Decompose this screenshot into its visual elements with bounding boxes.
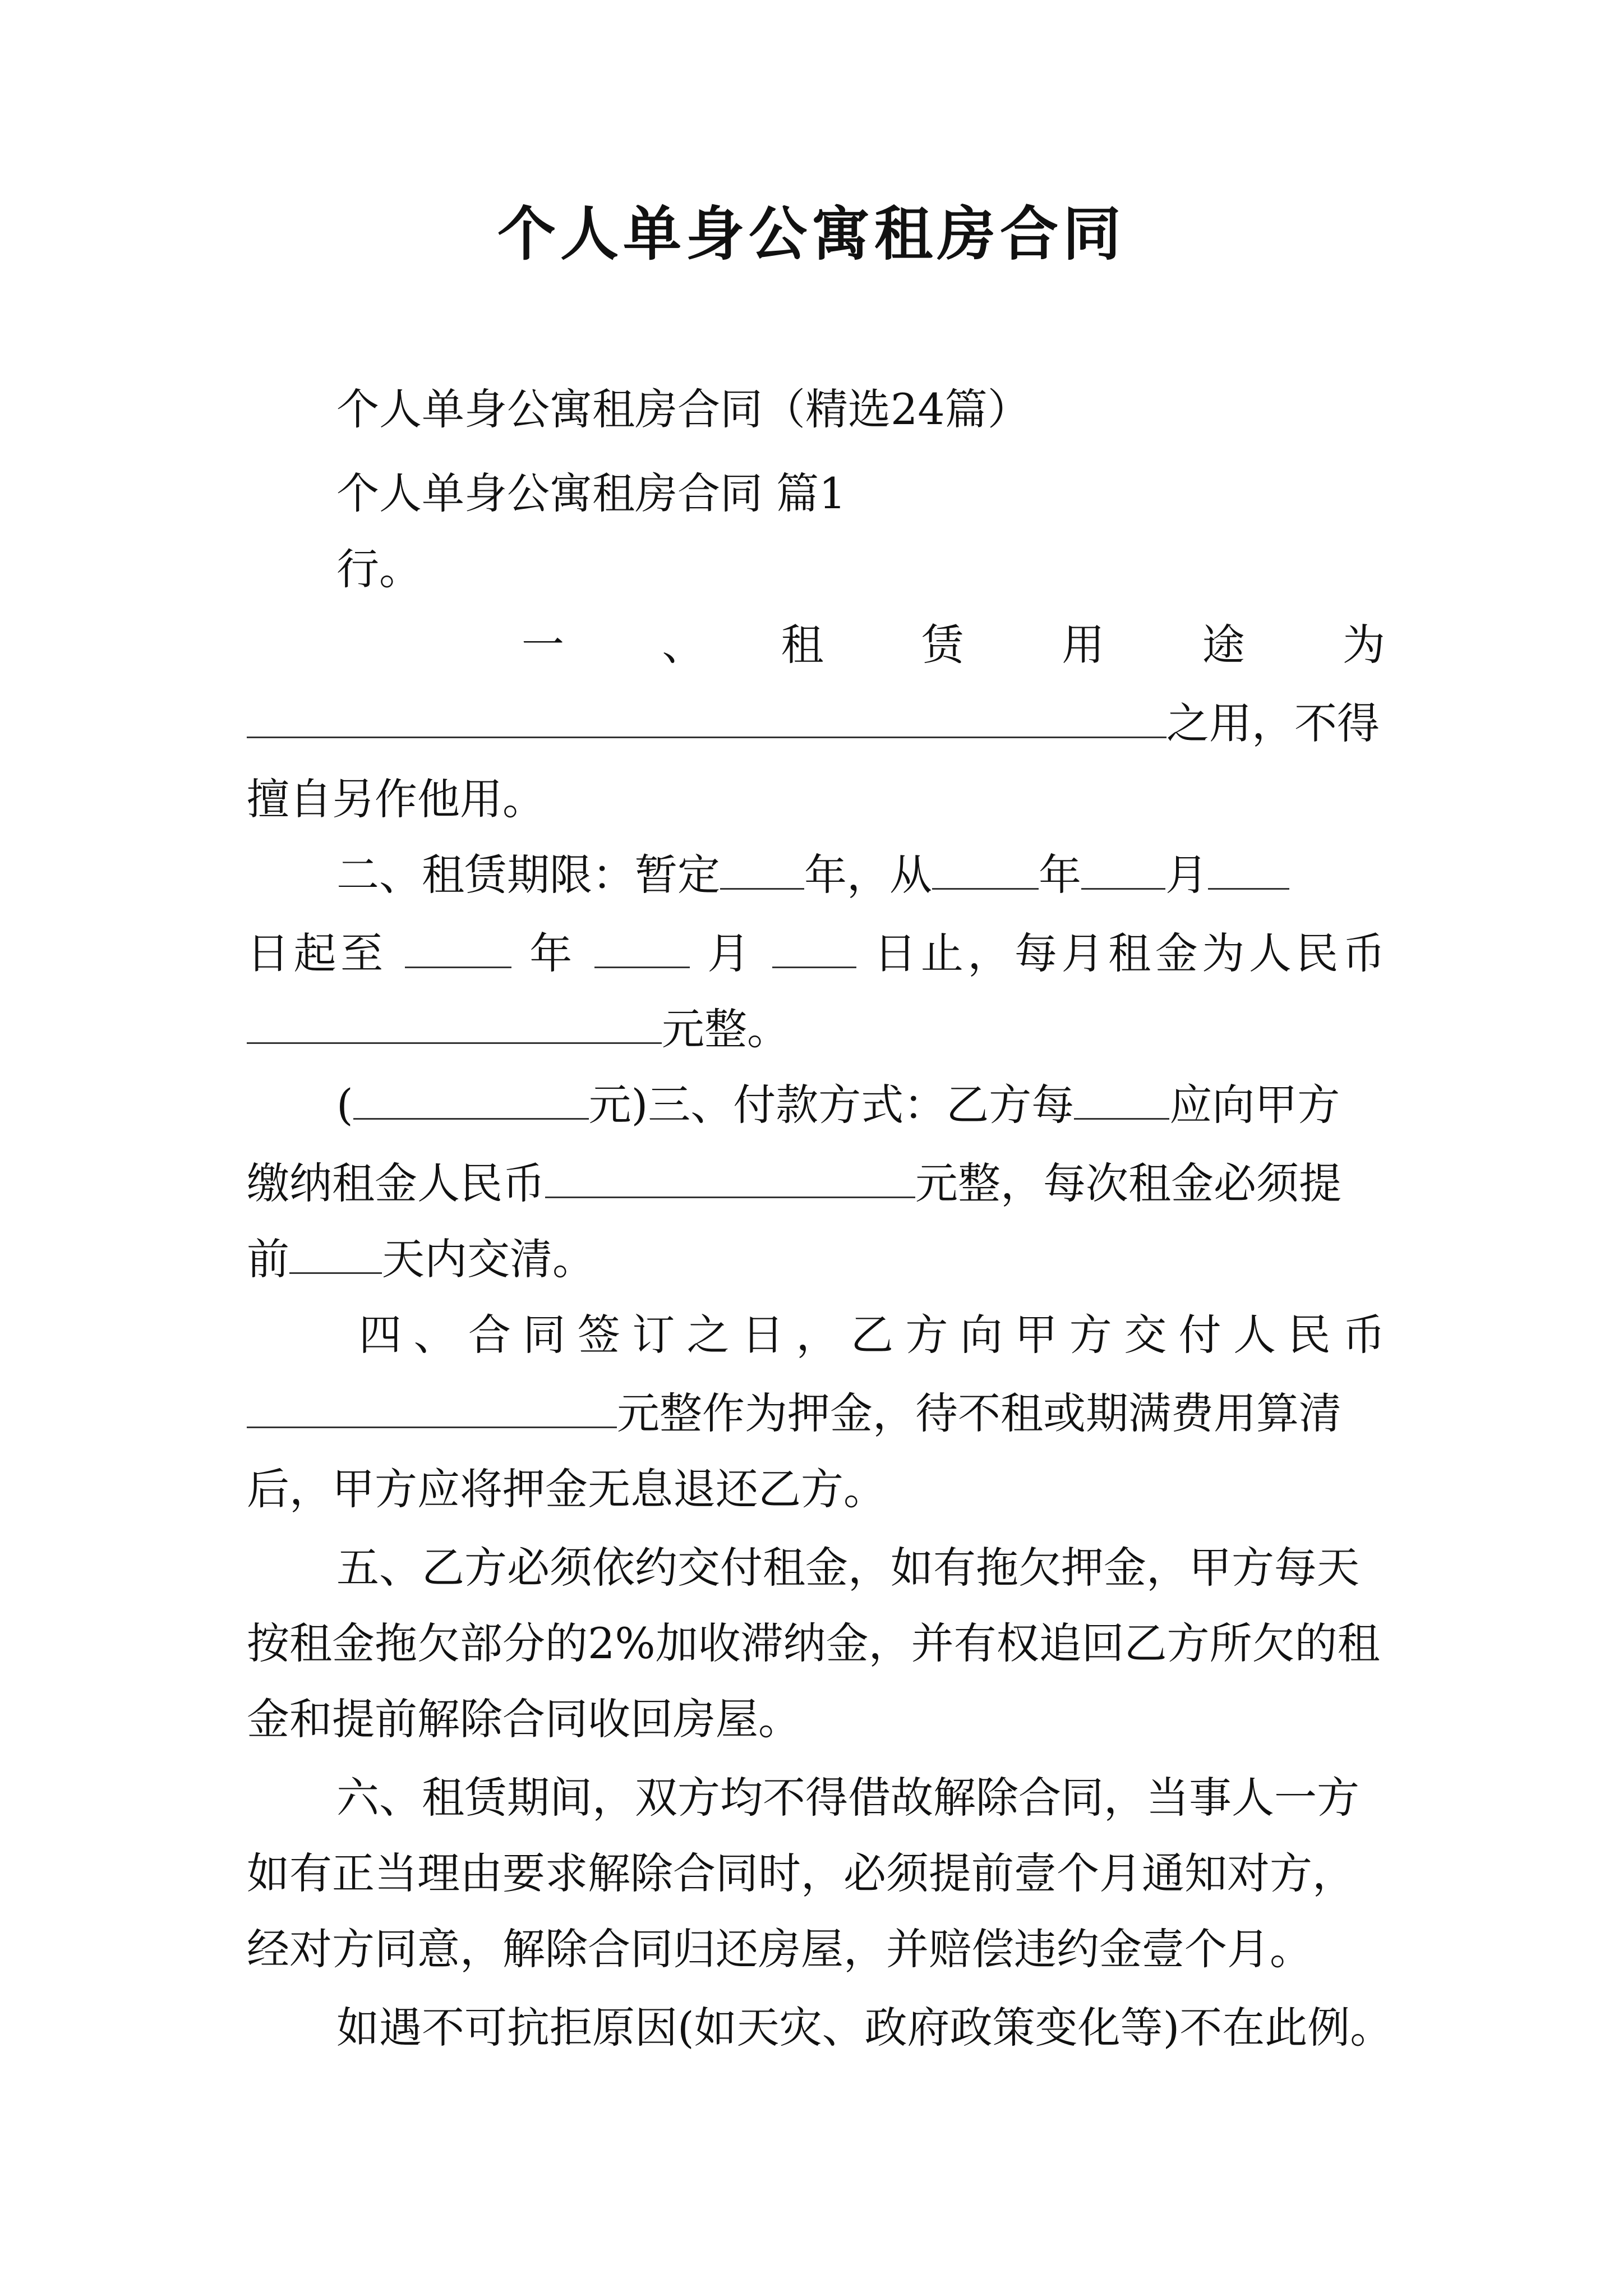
fill-blank	[932, 851, 1039, 890]
clause2-text: 年	[529, 928, 577, 978]
clause3-text: (	[336, 1080, 353, 1130]
clause2-line1	[336, 847, 1289, 903]
fill-blank	[545, 1159, 915, 1198]
clause2-text: 日止，每月租金为人民币	[874, 928, 1385, 978]
clause3-text: 应向甲方	[1169, 1080, 1340, 1130]
fill-blank	[247, 700, 1166, 738]
clause2-line3	[247, 1001, 790, 1057]
clause2-text: 日起至	[247, 928, 388, 978]
section-heading: 个人单身公寓租房合同 篇1	[336, 468, 846, 518]
text-fragment: 行。	[336, 544, 422, 594]
clause2-line2	[247, 926, 1385, 982]
fill-blank	[772, 930, 856, 968]
clause6-line1: 六、租赁期间，双方均不得借故解除合同，当事人一方	[336, 1773, 1359, 1823]
fill-blank	[289, 1235, 382, 1274]
clause2-text: 年，从	[804, 850, 932, 900]
clause4-line1: 四、合同签订之日，乙方向甲方交付人民币	[359, 1310, 1385, 1360]
fill-blank	[720, 851, 804, 890]
clause2-text: 二、租赁期限：暂定	[336, 850, 720, 900]
clause3-text: 前	[247, 1234, 289, 1284]
clause2-text: 年	[1039, 850, 1081, 900]
clause2-text: 月	[707, 928, 754, 978]
clause5-line2: 按租金拖欠部分的2%加收滞纳金，并有权追回乙方所欠的租	[247, 1618, 1380, 1668]
clause5-line1: 五、乙方必须依约交付租金，如有拖欠押金，甲方每天	[336, 1543, 1359, 1593]
fill-blank	[247, 1005, 662, 1044]
clause1-line3: 擅自另作他用。	[247, 774, 545, 824]
clause2-text: 月	[1165, 850, 1208, 900]
clause4-line2	[247, 1386, 1341, 1442]
exception-clause: 如遇不可抗拒原因(如天灾、政府政策变化等)不在此例。	[336, 2003, 1393, 2053]
fill-blank	[353, 1081, 589, 1120]
clause3-line3	[247, 1231, 595, 1287]
document-subtitle: 个人单身公寓租房合同（精选24篇）	[336, 384, 1030, 434]
clause1-line1: 一 、 租 赁 用 途 为	[522, 620, 1385, 670]
clause4-line3: 后，甲方应将押金无息退还乙方。	[247, 1464, 886, 1514]
fill-blank	[1081, 851, 1165, 890]
fill-blank	[247, 1389, 617, 1428]
clause3-line1	[336, 1077, 1340, 1133]
clause5-line3: 金和提前解除合同收回房屋。	[247, 1694, 801, 1744]
clause1-line2-text: 之用，不得	[1166, 698, 1380, 748]
document-title: 个人单身公寓租房合同	[497, 199, 1126, 268]
clause3-text: 元整，每次租金必须提	[915, 1158, 1341, 1208]
clause3-text: 元)三、付款方式：乙方每	[588, 1080, 1075, 1130]
fill-blank	[405, 930, 511, 968]
clause3-text: 天内交清。	[382, 1234, 595, 1284]
clause4-text: 元整作为押金，待不租或期满费用算清	[617, 1388, 1341, 1438]
clause2-text: 元整。	[662, 1004, 790, 1054]
fill-blank	[594, 930, 690, 968]
fill-blank	[1208, 851, 1289, 890]
clause1-line2	[247, 696, 1380, 752]
fill-blank	[1074, 1081, 1169, 1120]
clause6-line3: 经对方同意，解除合同归还房屋，并赔偿违约金壹个月。	[247, 1924, 1312, 1974]
clause6-line2: 如有正当理由要求解除合同时，必须提前壹个月通知对方，	[247, 1848, 1355, 1898]
clause3-line2	[247, 1156, 1341, 1212]
clause3-text: 缴纳租金人民币	[247, 1158, 545, 1208]
